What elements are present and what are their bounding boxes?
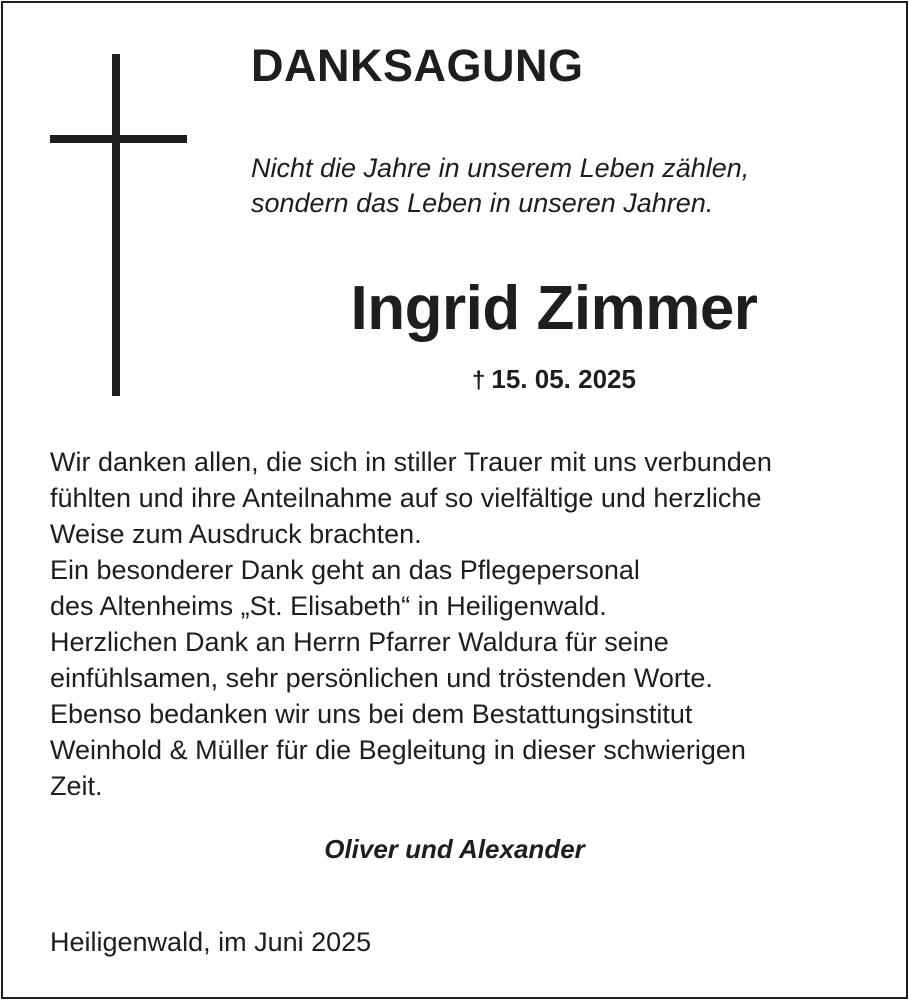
cross-horizontal-bar [50,135,187,143]
thanks-line: einfühlsamen, sehr persönlichen und tröstenden Worte. [50,663,713,693]
quote-line: sondern das Leben in unseren Jahren. [251,188,714,218]
thanks-line: des Altenheims „St. Elisabeth“ in Heiligenwald. [50,591,607,621]
deceased-name: Ingrid Zimmer [350,274,758,343]
thanks-line: fühlten und ihre Anteilnahme auf so vielfältige und herzliche [50,483,762,513]
thanks-line: Zeit. [50,771,103,801]
thanks-line: Ebenso bedanken wir uns bei dem Bestattungsinstitut [50,699,693,729]
thanks-line: Wir danken allen, die sich in stiller Trauer mit uns verbunden [50,447,772,477]
signature: Oliver und Alexander [324,834,585,864]
notice-heading: DANKSAGUNG [251,40,584,91]
death-date-line [0,362,909,398]
quote-line: Nicht die Jahre in unserem Leben zählen, [251,153,750,183]
thanks-line: Weise zum Ausdruck brachten. [50,519,422,549]
thanks-text [50,444,772,804]
memorial-quote [251,151,749,221]
death-date: 15. 05. 2025 [491,364,636,394]
dagger-icon: † [472,367,486,394]
place-and-date: Heiligenwald, im Juni 2025 [50,927,372,957]
thanks-line: Weinhold & Müller für die Begleitung in dieser schwierigen [50,735,746,765]
thanks-line: Ein besonderer Dank geht an das Pflegepersonal [50,555,640,585]
thanks-line: Herzlichen Dank an Herrn Pfarrer Waldura für seine [50,627,669,657]
